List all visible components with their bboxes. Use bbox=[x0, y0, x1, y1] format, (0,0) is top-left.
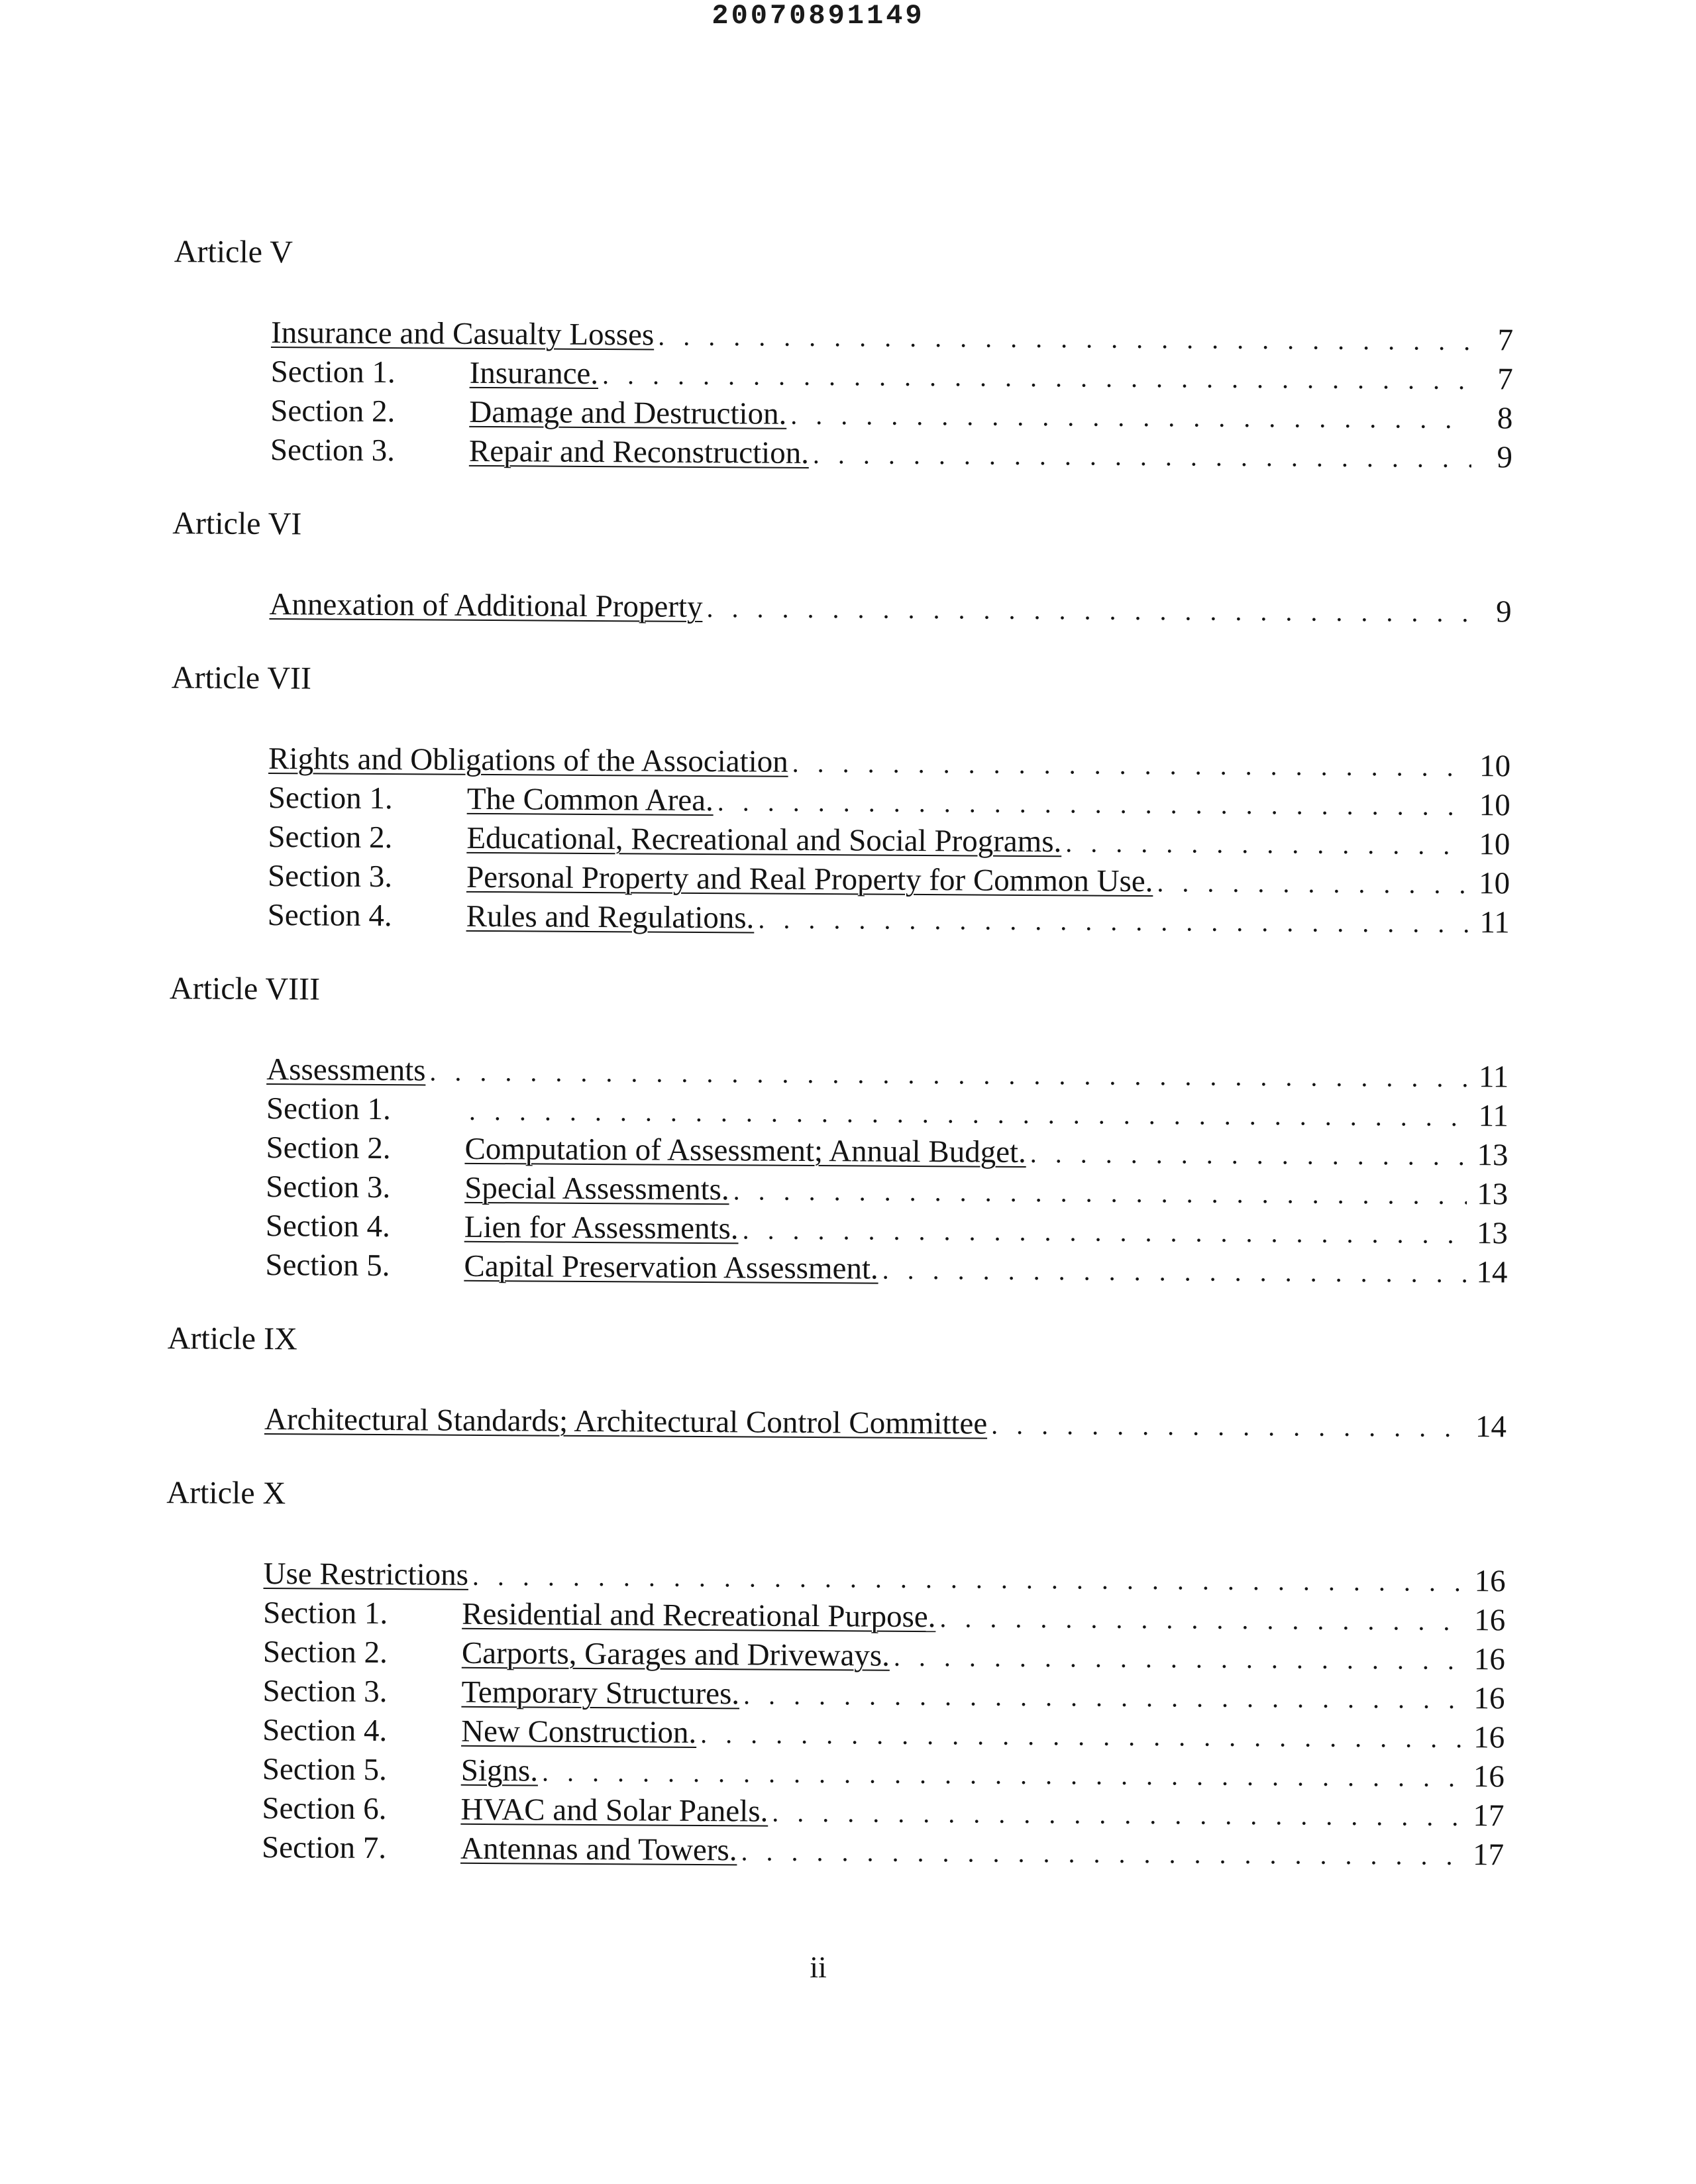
article-block bbox=[155, 1319, 1507, 1447]
section-label: Section 1. bbox=[263, 1595, 388, 1631]
page-number: 11 bbox=[1478, 1060, 1509, 1095]
section-label: Section 1. bbox=[270, 355, 396, 390]
entry-title: Damage and Destruction. bbox=[469, 394, 787, 431]
entry-title: Assessments bbox=[266, 1052, 426, 1088]
dot-leader bbox=[894, 1637, 1464, 1680]
dot-leader bbox=[542, 1753, 1463, 1797]
dot-leader bbox=[742, 1210, 1467, 1254]
section-label: Section 1. bbox=[268, 780, 393, 816]
section-label: Section 4. bbox=[267, 897, 392, 934]
toc-entry bbox=[265, 1246, 1507, 1292]
entry-title: New Construction. bbox=[461, 1714, 697, 1750]
page-number: 9 bbox=[1497, 440, 1513, 475]
section-label: Section 3. bbox=[266, 1169, 391, 1205]
toc-entry-list bbox=[269, 585, 1511, 631]
section-label: Section 5. bbox=[265, 1247, 390, 1283]
page-number: 9 bbox=[1495, 594, 1512, 629]
article-block bbox=[158, 658, 1512, 942]
entry-title: Special Assessments. bbox=[464, 1170, 729, 1207]
article-heading: Article IX bbox=[167, 1321, 297, 1357]
entry-title: Carports, Garages and Driveways. bbox=[461, 1635, 890, 1673]
page-number: 10 bbox=[1479, 749, 1511, 784]
entry-title: Insurance. bbox=[469, 355, 599, 392]
entry-title: The Common Area. bbox=[466, 781, 714, 818]
toc-entry bbox=[270, 431, 1512, 477]
page-number: 13 bbox=[1477, 1177, 1509, 1212]
section-label: Section 4. bbox=[262, 1712, 388, 1749]
dot-leader bbox=[706, 588, 1470, 632]
page-number: 16 bbox=[1473, 1759, 1505, 1794]
article-heading: Article VII bbox=[171, 660, 312, 696]
entry-title: Repair and Reconstruction. bbox=[468, 433, 810, 470]
toc-entry bbox=[269, 585, 1511, 631]
dot-leader bbox=[700, 1714, 1463, 1758]
entry-title: Lien for Assessments. bbox=[464, 1209, 739, 1246]
page-number: 14 bbox=[1476, 1255, 1508, 1290]
entry-title: Residential and Recreational Purpose. bbox=[462, 1596, 936, 1635]
toc-entry-list bbox=[265, 1050, 1509, 1292]
section-label: Section 2. bbox=[270, 394, 396, 429]
toc-entry-list bbox=[262, 1555, 1506, 1875]
article-heading: Article VI bbox=[172, 506, 302, 542]
page-number: 16 bbox=[1473, 1720, 1505, 1755]
page-number: 14 bbox=[1475, 1409, 1507, 1445]
dot-leader bbox=[733, 1171, 1467, 1215]
entry-title: Computation of Assessment; Annual Budget. bbox=[464, 1131, 1026, 1170]
document-number: 20070891149 bbox=[712, 0, 925, 32]
dot-leader bbox=[813, 435, 1471, 478]
dot-leader bbox=[1157, 863, 1469, 904]
dot-leader bbox=[741, 1831, 1463, 1875]
page-number-footer: ii bbox=[810, 1950, 827, 1984]
page-number: 16 bbox=[1474, 1564, 1506, 1599]
dot-leader bbox=[658, 317, 1472, 361]
entry-title: Educational, Recreational and Social Programs. bbox=[466, 820, 1062, 859]
page-number: 13 bbox=[1476, 1216, 1508, 1251]
dot-leader bbox=[717, 782, 1469, 826]
section-label: Section 3. bbox=[267, 858, 393, 895]
toc-entry bbox=[262, 1828, 1504, 1875]
article-heading: Article V bbox=[174, 234, 293, 270]
section-label: Section 2. bbox=[266, 1130, 391, 1166]
toc-entry bbox=[264, 1400, 1507, 1447]
page-number: 13 bbox=[1477, 1138, 1509, 1173]
dot-leader bbox=[792, 743, 1470, 787]
page-number: 16 bbox=[1474, 1603, 1506, 1638]
entry-title: Rules and Regulations. bbox=[466, 899, 755, 936]
table-of-contents bbox=[152, 232, 1514, 1909]
article-heading: Article VIII bbox=[169, 971, 321, 1007]
entry-title: Use Restrictions bbox=[263, 1556, 469, 1592]
entry-title: Antennas and Towers. bbox=[460, 1831, 737, 1868]
page-number: 10 bbox=[1479, 827, 1510, 862]
entry-title: HVAC and Solar Panels. bbox=[460, 1792, 768, 1829]
section-label: Section 4. bbox=[265, 1208, 390, 1244]
page-number: 16 bbox=[1473, 1681, 1505, 1716]
dot-leader bbox=[1030, 1134, 1467, 1175]
section-label: Section 5. bbox=[262, 1751, 387, 1788]
page-number: 7 bbox=[1497, 323, 1514, 358]
article-block bbox=[152, 1473, 1507, 1875]
article-heading: Article X bbox=[166, 1475, 286, 1511]
page-number: 10 bbox=[1478, 866, 1510, 901]
entry-title: Architectural Standards; Architectural Control Committee bbox=[264, 1401, 988, 1441]
entry-title: Rights and Obligations of the Association bbox=[268, 741, 788, 779]
dot-leader bbox=[790, 396, 1471, 439]
entry-title: Signs. bbox=[460, 1753, 539, 1788]
entry-title: Insurance and Casualty Losses bbox=[270, 315, 655, 353]
section-label: Section 2. bbox=[268, 819, 393, 855]
section-label: Section 3. bbox=[270, 433, 396, 468]
dot-leader bbox=[429, 1052, 1467, 1097]
section-label: Section 7. bbox=[261, 1829, 387, 1866]
dot-leader bbox=[1065, 823, 1469, 865]
article-block bbox=[156, 969, 1509, 1292]
entry-title: Temporary Structures. bbox=[461, 1674, 740, 1712]
dot-leader bbox=[882, 1250, 1467, 1293]
toc-entry-list bbox=[270, 313, 1513, 477]
toc-entry-list bbox=[264, 1400, 1507, 1447]
dot-leader bbox=[469, 1091, 1467, 1136]
dot-leader bbox=[772, 1793, 1463, 1836]
article-block bbox=[160, 504, 1512, 631]
article-block bbox=[161, 232, 1514, 477]
page-number: 17 bbox=[1472, 1837, 1505, 1873]
section-label: Section 6. bbox=[262, 1790, 387, 1827]
toc-entry bbox=[268, 896, 1510, 942]
page-number: 11 bbox=[1479, 905, 1510, 940]
entry-title: Annexation of Additional Property bbox=[269, 586, 703, 624]
page-number: 16 bbox=[1473, 1642, 1506, 1677]
entry-title: Capital Preservation Assessment. bbox=[464, 1248, 878, 1286]
page-number: 11 bbox=[1478, 1099, 1509, 1134]
dot-leader bbox=[602, 355, 1472, 400]
section-label: Section 3. bbox=[262, 1673, 388, 1710]
page-number: 8 bbox=[1497, 401, 1513, 436]
toc-entry-list bbox=[268, 739, 1511, 942]
page-number: 17 bbox=[1473, 1798, 1505, 1833]
dot-leader bbox=[472, 1556, 1465, 1602]
dot-leader bbox=[743, 1675, 1464, 1719]
page-number: 10 bbox=[1479, 788, 1510, 823]
section-label: Section 2. bbox=[262, 1634, 388, 1670]
dot-leader bbox=[991, 1405, 1465, 1447]
dot-leader bbox=[758, 900, 1469, 944]
entry-title: Personal Property and Real Property for Common Use. bbox=[466, 859, 1153, 899]
page-number: 7 bbox=[1497, 362, 1513, 397]
dot-leader bbox=[939, 1598, 1464, 1641]
section-label: Section 1. bbox=[266, 1091, 392, 1127]
